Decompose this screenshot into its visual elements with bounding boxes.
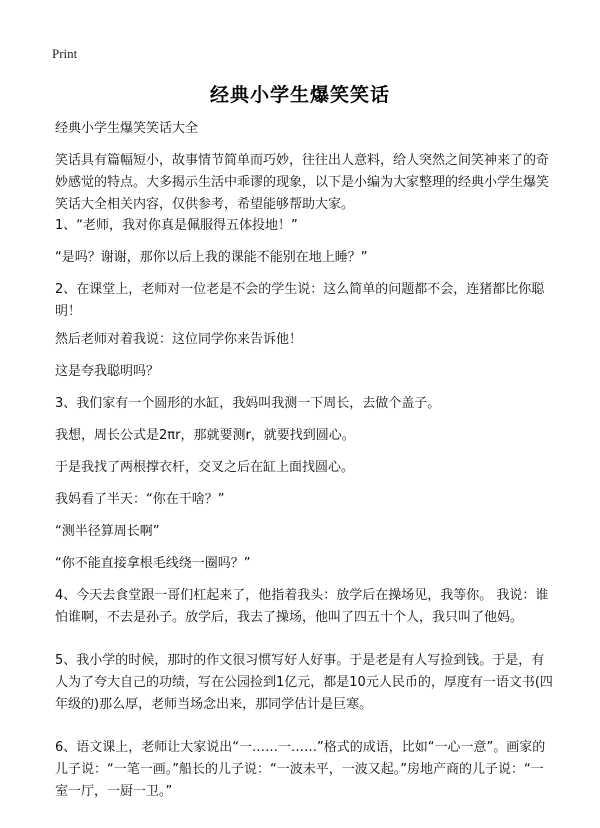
paragraph-joke-6: 6、语文课上，老师让大家说出“一……一……”格式的成语，比如“一心一意”。画家的儿子说：“一笔一画。”船长的儿子说：“一波未平，一波又起。”房地产商的儿子说：“一室一厅，一厨一卫。” — [55, 740, 546, 799]
paragraph-joke-3-reply: “测半径算周长啊” — [55, 524, 160, 539]
paragraph-joke-1-answer: “是吗？谢谢，那你以后上我的课能不能别在地上睡？” — [55, 250, 368, 265]
document-subtitle: 经典小学生爆笑笑话大全 — [55, 121, 199, 136]
print-label: Print — [52, 46, 78, 61]
paragraph-joke-3-mom: 我妈看了半天：“你在干啥？” — [55, 492, 225, 507]
paragraph-intro: 笑话具有篇幅短小，故事情节简单而巧妙，往往出人意料，给人突然之间笑神来了的奇妙感觉的特点。大多揭示生活中乖谬的现象，以下是小编为大家整理的经典小学生爆笑笑话大全相关内容，仅供参考，希望能够帮助大家。 — [55, 153, 550, 212]
paragraph-joke-2-setup: 2、在课堂上，老师对一位老是不会的学生说：这么简单的问题都不会，连猪都比你聪明！ — [55, 282, 545, 319]
paragraph-joke-3-setup: 3、我们家有一个圆形的水缸，我妈叫我测一下周长，去做个盖子。 — [55, 396, 441, 411]
paragraph-joke-3-formula: 我想，周长公式是2πr，那就要测r，就要找到圆心。 — [55, 428, 355, 443]
paragraph-joke-2-middle: 然后老师对着我说：这位同学你来告诉他！ — [55, 332, 303, 347]
paragraph-joke-1-question: 1、“老师，我对你真是佩服得五体投地！” — [55, 218, 298, 233]
paragraph-joke-4: 4、今天去食堂跟一哥们杠起来了，他指着我头：放学后在操场见，我等你。 我说：谁怕谁啊，不去是孙子。放学后，我去了操场，他叫了四五十个人，我只叫了他妈。 — [55, 588, 549, 625]
paragraph-joke-2-punchline: 这是夸我聪明吗？ — [55, 364, 160, 379]
paragraph-joke-3-punchline: “你不能直接拿根毛线绕一圈吗？” — [55, 556, 251, 571]
page-title: 经典小学生爆笑笑话 — [209, 84, 390, 106]
paragraph-joke-3-action: 于是我找了两根撑衣杆，交叉之后在缸上面找圆心。 — [55, 460, 355, 475]
paragraph-joke-5: 5、我小学的时候，那时的作文很习惯写好人好事。于是老是有人写捡到钱。于是，有人为了夸大自己的功绩，写在公园捡到1亿元，都是10元人民币的，厚度有一语文书(四年级的)那么厚，老师当场念出来，那同学估计是巨寒。 — [55, 653, 553, 712]
